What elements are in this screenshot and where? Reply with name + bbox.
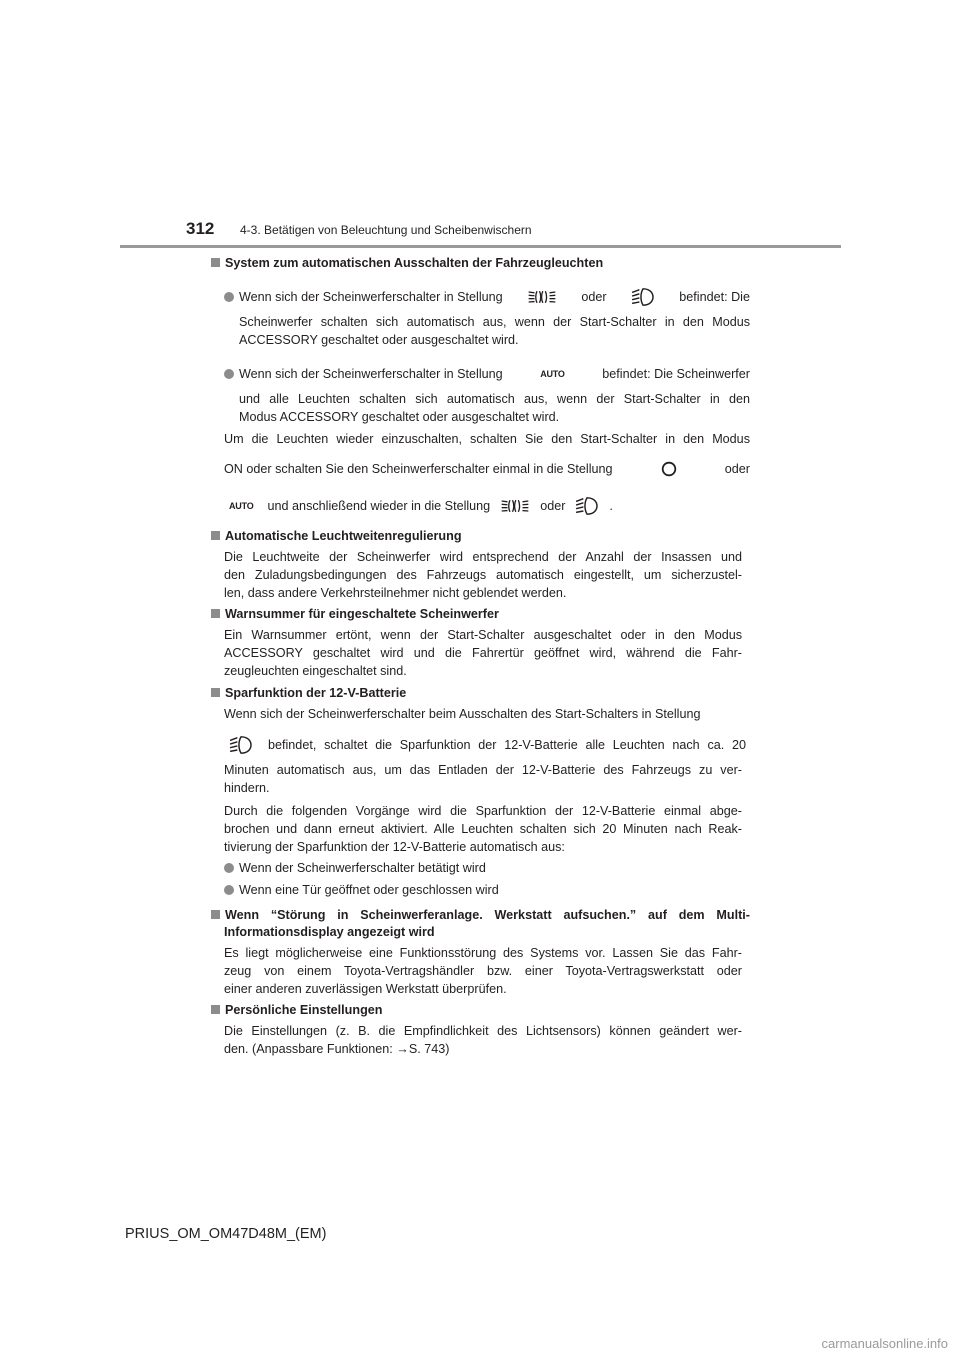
text-line: brochen und dann erneut aktiviert. Alle Leuchten schalten sich 20 Minuten nach Reak- xyxy=(224,822,742,836)
text-line: hindern. xyxy=(224,781,270,795)
section-bullet-icon xyxy=(211,910,220,919)
bullet-dot-icon xyxy=(224,292,234,302)
section-title-saver: Sparfunktion der 12-V-Batterie xyxy=(211,684,406,703)
bullet-line: Wenn eine Tür geöffnet oder geschlossen wird xyxy=(224,881,499,900)
section-title-leveling: Automatische Leuchtweitenregulierung xyxy=(211,527,462,546)
section-bullet-icon xyxy=(211,1005,220,1014)
auto-icon: AUTO xyxy=(540,369,565,379)
text-line: Die Leuchtweite der Scheinwerfer wird entsprechend der Anzahl der Insassen und xyxy=(224,550,742,564)
text-line: len, dass andere Verkehrsteilnehmer nicht geblendet werden. xyxy=(224,586,567,600)
text-line: Modus ACCESSORY geschaltet oder ausgeschaltet wird. xyxy=(239,410,560,424)
text-line: einer anderen zuverlässigen Werkstatt überprüfen. xyxy=(224,982,507,996)
section-bullet-icon xyxy=(211,258,220,267)
section-title-fault-cont: Informationsdisplay angezeigt wird xyxy=(224,925,435,939)
section-title-fault: Wenn “Störung in Scheinwerferanlage. Werkstatt aufsuchen.” auf dem Multi- xyxy=(211,906,750,925)
text-line: zeug von einem Toyota-Vertragshändler bzw. einer Toyota-Vertragswerkstatt oder xyxy=(224,964,742,978)
section-bullet-icon xyxy=(211,609,220,618)
text-line: Scheinwerfer schalten sich automatisch aus, wenn der Start-Schalter in den Modus xyxy=(239,315,750,329)
text-line: tivierung der Sparfunktion der 12-V-Batterie automatisch aus: xyxy=(224,840,565,854)
headlight-icon xyxy=(631,287,655,307)
text-line: Wenn sich der Scheinwerferschalter beim Ausschalten des Start-Schalters in Stellung xyxy=(224,707,701,721)
section-bullet-icon xyxy=(211,531,220,540)
section-title-auto-off: System zum automatischen Ausschalten der Fahrzeugleuchten xyxy=(211,254,603,273)
bullet-line: Wenn der Scheinwerferschalter betätigt wird xyxy=(224,859,486,878)
bullet-dot-icon xyxy=(224,369,234,379)
text-line: zeugleuchten eingeschaltet sind. xyxy=(224,664,407,678)
text-line: den. (Anpassbare Funktionen: →S. 743) xyxy=(224,1042,450,1056)
tail-light-icon xyxy=(500,497,530,515)
watermark: carmanualsonline.info xyxy=(821,1336,948,1351)
text-line: AUTO und anschließend wieder in die Stellung oder . xyxy=(229,496,613,516)
bullet-dot-icon xyxy=(224,885,234,895)
headlight-icon xyxy=(228,735,254,755)
text-line: Minuten automatisch aus, um das Entladen der 12-V-Batterie des Fahrzeugs zu ver- xyxy=(224,763,742,777)
headlight-icon xyxy=(575,496,599,516)
off-icon xyxy=(660,460,678,478)
text-line: den Zuladungsbedingungen des Fahrzeugs automatisch eingestellt, um sicherzustel- xyxy=(224,568,742,582)
bullet-line: Wenn sich der Scheinwerferschalter in Stellung AUTO befindet: Die Scheinwerfer xyxy=(224,365,750,384)
section-title-custom: Persönliche Einstellungen xyxy=(211,1001,382,1020)
bullet-dot-icon xyxy=(224,863,234,873)
chapter-title: 4-3. Betätigen von Beleuchtung und Scheibenwischern xyxy=(240,223,532,237)
text-line: Die Einstellungen (z. B. die Empfindlichkeit des Lichtsensors) können geändert wer- xyxy=(224,1024,742,1038)
text-line: ACCESSORY geschaltet oder ausgeschaltet wird. xyxy=(239,333,519,347)
page-number: 312 xyxy=(186,219,215,238)
text-line: und alle Leuchten schalten sich automatisch aus, wenn der Start-Schalter in den xyxy=(239,392,750,406)
text-line: Um die Leuchten wieder einzuschalten, schalten Sie den Start-Schalter in den Modus xyxy=(224,432,750,446)
tail-light-icon xyxy=(527,288,557,306)
text-line: Ein Warnsummer ertönt, wenn der Start-Schalter ausgeschaltet oder in den Modus xyxy=(224,628,742,642)
text-line: befindet, schaltet die Sparfunktion der 12-V-Batterie alle Leuchten nach ca. 20 xyxy=(228,735,746,755)
text-line: ON oder schalten Sie den Scheinwerferschalter einmal in die Stellung oder xyxy=(224,460,750,479)
text-line: Es liegt möglicherweise eine Funktionsstörung des Systems vor. Lassen Sie das Fahr- xyxy=(224,946,742,960)
header-rule xyxy=(120,245,841,248)
section-title-buzzer: Warnsummer für eingeschaltete Scheinwerfer xyxy=(211,605,499,624)
auto-icon: AUTO xyxy=(229,500,254,511)
section-bullet-icon xyxy=(211,688,220,697)
text-line: Durch die folgenden Vorgänge wird die Sparfunktion der 12-V-Batterie einmal abge- xyxy=(224,804,742,818)
bullet-line: Wenn sich der Scheinwerferschalter in Stellung oder befindet: Die xyxy=(224,287,750,307)
document-code: PRIUS_OM_OM47D48M_(EM) xyxy=(125,1226,327,1242)
text-line: ACCESSORY geschaltet wird und die Fahrertür geöffnet wird, während die Fahr- xyxy=(224,646,742,660)
